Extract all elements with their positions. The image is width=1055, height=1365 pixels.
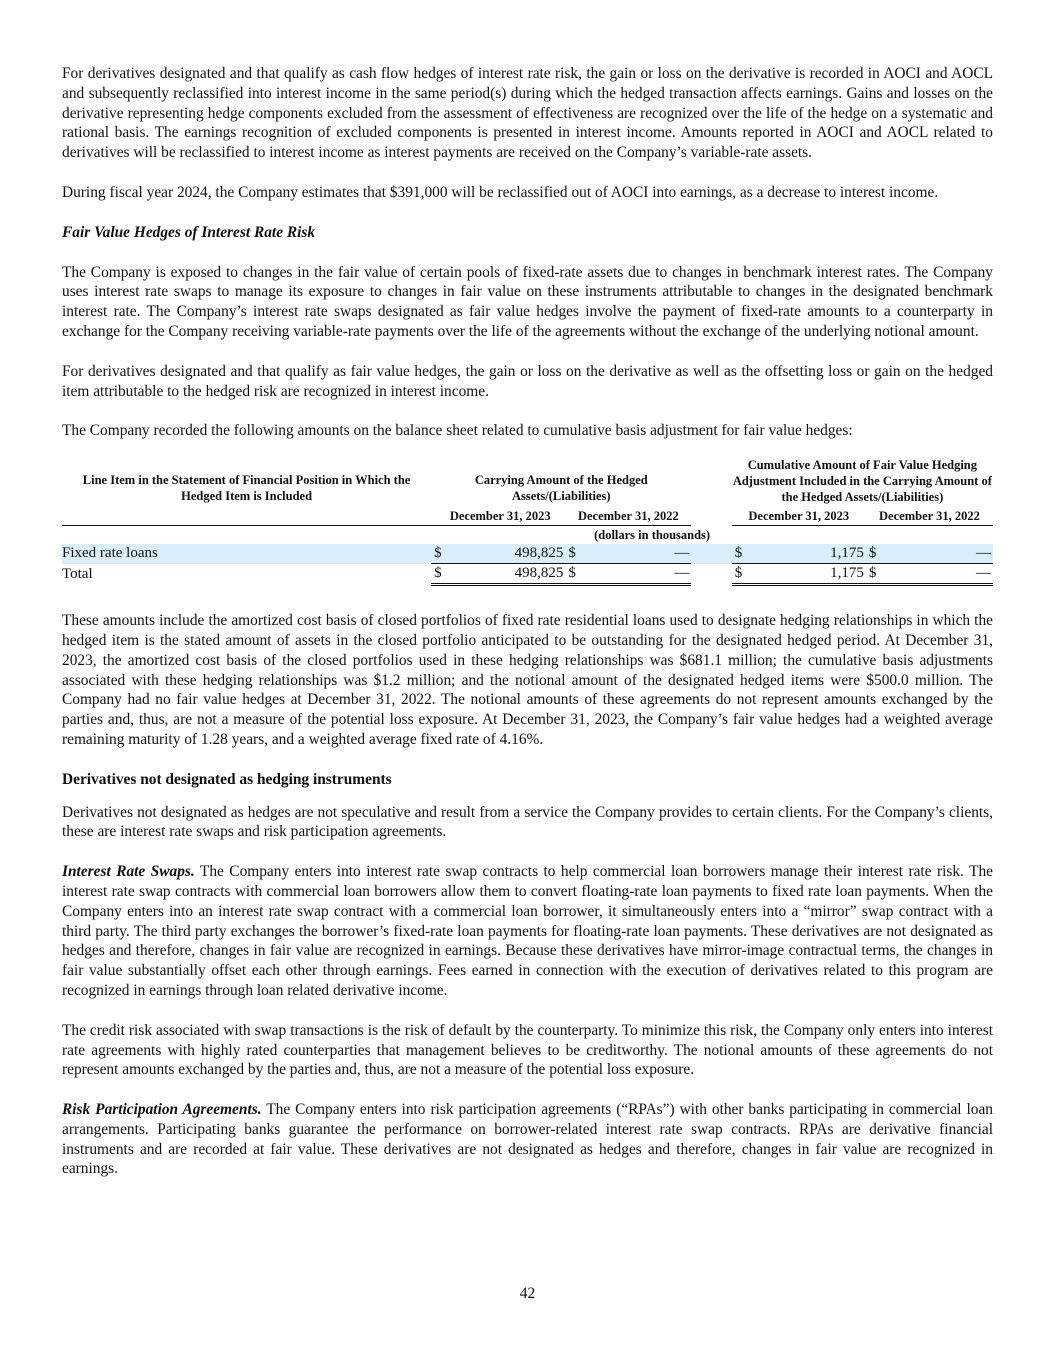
cell-cumulative-2023: 1,175 — [749, 564, 866, 585]
table-row — [62, 544, 993, 564]
header-cumulative-2022: December 31, 2022 — [866, 507, 993, 526]
header-line-item: Line Item in the Statement of Financial Position in Which the Hedged Item is Included — [82, 473, 411, 504]
document-page — [62, 64, 993, 1179]
paragraph-body: The Company enters into interest rate swap contracts to help commercial loan borrowers manage their interest rate risk. The interest rate swap contracts with commercial loan borrowers allow them to convert floating-rate loan payments to fixed rate loan payments. When the Company enters into an interest rate swap contract with a commercial loan borrower, it simultaneously enters into a “mirror” swap contract with a third party. The third party exchanges the borrower’s fixed-rate loan payments for floating-rate loan payments. These derivatives are not designated as hedges and therefore, changes in fair value are recognized in earnings. Because these derivatives have mirror-image contractual terms, the changes in fair value substantially offset each other through earnings. Fees earned in connection with the execution of derivatives related to this program are recognized in earnings through loan related derivative income. — [62, 863, 993, 999]
currency-symbol: $ — [732, 544, 749, 564]
section-heading-not-designated: Derivatives not designated as hedging instruments — [62, 770, 392, 788]
cell-carrying-2023: 498,825 — [448, 564, 565, 585]
currency-symbol: $ — [565, 544, 582, 564]
header-cumulative-2023: December 31, 2023 — [732, 507, 866, 526]
row-label: Fixed rate loans — [62, 544, 431, 564]
paragraph-amortized-cost: These amounts include the amortized cost basis of closed portfolios of fixed rate residential loans used to designate hedging relationships in which the hedged item is the stated amount of assets in the closed portfolio anticipated to be outstanding for the designated hedged period. At December 31, 2023, the amortized cost basis of the closed portfolios used in these hedging relationships was $681.1 million; the cumulative basis adjustments associated with these hedging relationships was $1.2 million; and the notional amount of the designated hedged items were $500.0 million. The Company had no fair value hedges at December 31, 2022. The notional amounts of these agreements do not represent amounts exchanged by the parties and, thus, are not a measure of the potential loss exposure. At December 31, 2023, the Company’s fair value hedges had a weighted average remaining maturity of 1.28 years, and a weighted average fixed rate of 4.16%. — [62, 612, 993, 748]
header-carrying-2023: December 31, 2023 — [431, 507, 565, 526]
paragraph-fair-value-exposure: The Company is exposed to changes in the fair value of certain pools of fixed-rate assets due to changes in benchmark interest rates. The Company uses interest rate swaps to manage its exposure to changes in fair value on these instruments attributable to changes in the designated benchmark interest rate. The Company’s interest rate swaps designated as fair value hedges involve the payment of fixed-rate amounts to a counterparty in exchange for the Company receiving variable-rate payments over the life of the agreements without the exchange of the underlying notional amount. — [62, 263, 993, 340]
paragraph-risk-participation — [62, 1100, 993, 1179]
paragraph-interest-rate-swaps — [62, 862, 993, 1001]
header-carrying-2022: December 31, 2022 — [565, 507, 691, 526]
units-label: (dollars in thousands) — [594, 528, 711, 543]
cell-cumulative-2022: — — [883, 544, 993, 564]
paragraph-cash-flow-hedges: For derivatives designated and that qualify as cash flow hedges of interest rate risk, the gain or loss on the derivative is recorded in AOCI and AOCL and subsequently reclassified into interest income in the same period(s) during which the hedged transaction affects earnings. Gains and losses on the derivative representing hedge components excluded from the assessment of effectiveness are recognized over the life of the hedge on a systematic and rational basis. The earnings recognition of excluded components is presented in interest income. Amounts reported in AOCI and AOCL related to derivatives will be reclassified to interest income as interest payments are received on the Company’s variable-rate assets. — [62, 65, 993, 162]
paragraph-reclassification-estimate: During fiscal year 2024, the Company estimates that $391,000 will be reclassified out of AOCI into earnings, as a decrease to interest income. — [62, 183, 939, 201]
runin-heading-rpas: Risk Participation Agreements. — [62, 1101, 262, 1119]
currency-symbol: $ — [431, 564, 448, 585]
section-heading-fair-value-hedges: Fair Value Hedges of Interest Rate Risk — [62, 223, 316, 241]
cell-carrying-2022: — — [582, 564, 691, 585]
paragraph-not-designated: Derivatives not designated as hedges are not speculative and result from a service the Company provides to certain clients. For the Company’s clients, these are interest rate swaps and risk participation agreements. — [62, 803, 993, 841]
page-number: 42 — [519, 1285, 536, 1302]
paragraph-credit-risk: The credit risk associated with swap transactions is the risk of default by the counterparty. To minimize this risk, the Company only enters into interest rate agreements with highly rated counterparties that management believes to be creditworthy. The notional amounts of these agreements do not represent amounts exchanged by the parties and, thus, are not a measure of the potential loss exposure. — [62, 1021, 993, 1079]
currency-symbol: $ — [565, 564, 582, 585]
table-row-total — [62, 564, 993, 585]
cell-carrying-2022: — — [582, 544, 691, 564]
cell-cumulative-2023: 1,175 — [749, 544, 866, 564]
header-carrying-amount: Carrying Amount of the Hedged Assets/(Liabilities) — [474, 473, 648, 504]
row-label: Total — [62, 565, 93, 582]
currency-symbol: $ — [431, 544, 448, 564]
paragraph-table-intro: The Company recorded the following amounts on the balance sheet related to cumulative basis adjustment for fair value hedges: — [62, 422, 853, 440]
runin-heading-swaps: Interest Rate Swaps. — [62, 863, 195, 881]
currency-symbol: $ — [732, 564, 749, 585]
paragraph-fair-value-recognition: For derivatives designated and that qualify as fair value hedges, the gain or loss on the derivative as well as the offsetting loss or gain on the hedged item attributable to the hedged risk are recognized in interest income. — [62, 362, 993, 400]
currency-symbol: $ — [866, 564, 883, 585]
currency-symbol: $ — [866, 544, 883, 564]
header-cumulative-amount: Cumulative Amount of Fair Value Hedging Adjustment Included in the Carrying Amount of the Hedged Assets/(Liabilities) — [732, 458, 992, 505]
cell-carrying-2023: 498,825 — [448, 544, 565, 564]
basis-adjustment-table — [62, 457, 993, 586]
paragraph-body: The Company enters into risk participation agreements (“RPAs”) with other banks participating in commercial loan arrangements. Participating banks guarantee the performance on borrower-related interest rate swap contracts. RPAs are derivative financial instruments and are recorded at fair value. These derivatives are not designated as hedges and therefore, changes in fair value are recognized in earnings. — [62, 1101, 993, 1178]
cell-cumulative-2022: — — [883, 564, 993, 585]
